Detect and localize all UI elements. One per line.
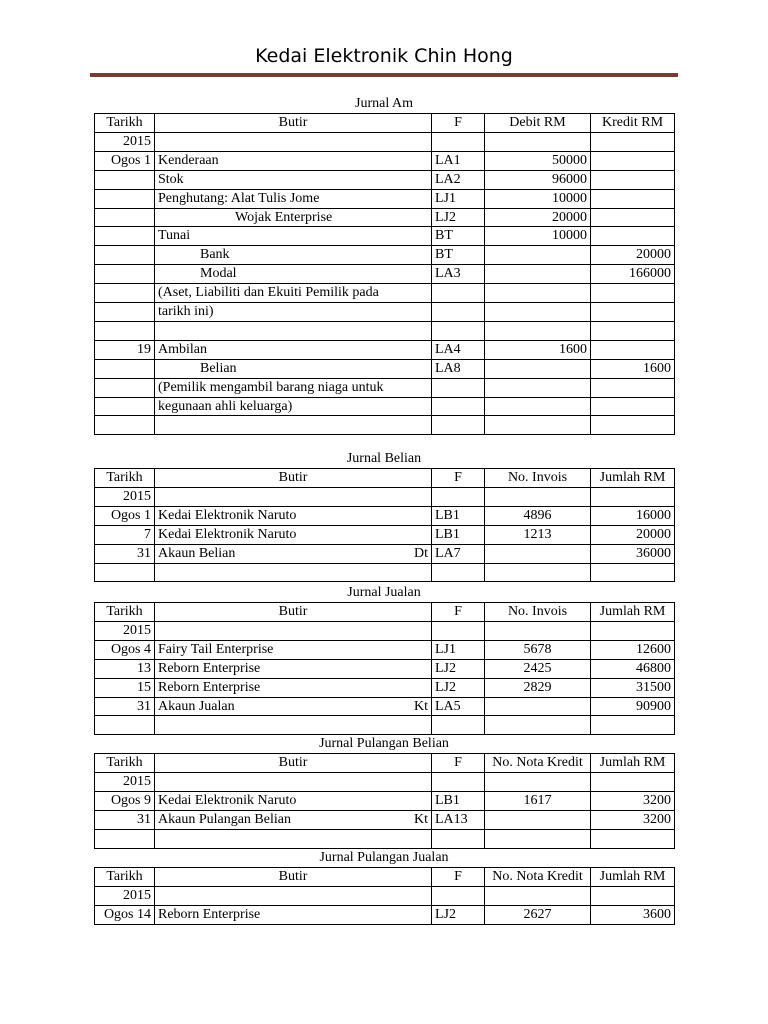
- jurnal-pulangan-belian-section: [94, 735, 674, 849]
- invoice-cell: 1213: [485, 525, 591, 544]
- credit-cell: [591, 208, 675, 227]
- table-header-row: [95, 469, 675, 488]
- debit-cell: 96000: [485, 170, 591, 189]
- desc-cell: Bank: [155, 246, 432, 265]
- table-header-row: [95, 114, 675, 133]
- date-cell: [95, 265, 155, 284]
- header-folio: F: [432, 868, 485, 887]
- folio-cell: [432, 397, 485, 416]
- folio-cell: LA1: [432, 151, 485, 170]
- header-butir: Butir: [155, 469, 432, 488]
- credit-cell: [591, 340, 675, 359]
- folio-cell: LB1: [432, 506, 485, 525]
- table-row: [95, 829, 675, 848]
- table-row: [95, 208, 675, 227]
- desc-cell: Ambilan: [155, 340, 432, 359]
- table-row: [95, 321, 675, 340]
- date-cell: 31: [95, 697, 155, 716]
- total-label: Akaun Jualan: [158, 698, 235, 714]
- desc-cell: [155, 810, 432, 829]
- debit-cell: 20000: [485, 208, 591, 227]
- folio-cell: BT: [432, 246, 485, 265]
- header-no-nota-kredit: No. Nota Kredit: [485, 868, 591, 887]
- amount-cell: 12600: [591, 640, 675, 659]
- debit-cell: 10000: [485, 227, 591, 246]
- desc-cell: Wojak Enterprise: [155, 208, 432, 227]
- credit-cell: [591, 227, 675, 246]
- credit-cell: [591, 416, 675, 435]
- date-cell: [95, 284, 155, 303]
- desc-cell: Fairy Tail Enterprise: [155, 640, 432, 659]
- credit-cell: 20000: [591, 246, 675, 265]
- table-header-row: [95, 754, 675, 773]
- date-cell: 13: [95, 659, 155, 678]
- table-row: [95, 506, 675, 525]
- total-amount-cell: 90900: [591, 697, 675, 716]
- credit-cell: 1600: [591, 359, 675, 378]
- header-folio: F: [432, 114, 485, 133]
- desc-cell: [155, 416, 432, 435]
- desc-cell: Kedai Elektronik Naruto: [155, 791, 432, 810]
- header-no-nota-kredit: No. Nota Kredit: [485, 754, 591, 773]
- invoice-cell: 2425: [485, 659, 591, 678]
- debit-cell: [485, 416, 591, 435]
- header-jumlah: Jumlah RM: [591, 603, 675, 622]
- header-no-invois: No. Invois: [485, 603, 591, 622]
- jurnal-belian-section: [94, 450, 674, 582]
- date-cell: [95, 189, 155, 208]
- page-title: Kedai Elektronik Chin Hong: [255, 45, 513, 67]
- header-tarikh: Tarikh: [95, 868, 155, 887]
- year-cell: 2015: [95, 772, 155, 791]
- date-cell: [95, 246, 155, 265]
- debit-cell: [485, 265, 591, 284]
- total-label: Akaun Belian: [158, 545, 236, 561]
- header-jumlah: Jumlah RM: [591, 754, 675, 773]
- table-row: [95, 791, 675, 810]
- amount-cell: 3600: [591, 905, 675, 924]
- desc-cell: Kenderaan: [155, 151, 432, 170]
- total-row: [95, 810, 675, 829]
- header-folio: F: [432, 603, 485, 622]
- table-row: [95, 227, 675, 246]
- side-marker: Kt: [414, 811, 428, 827]
- header-folio: F: [432, 469, 485, 488]
- debit-cell: 10000: [485, 189, 591, 208]
- table-row: [95, 716, 675, 735]
- side-marker: Kt: [414, 698, 428, 714]
- desc-cell: Kedai Elektronik Naruto: [155, 506, 432, 525]
- credit-cell: [591, 378, 675, 397]
- year-cell: 2015: [95, 621, 155, 640]
- table-row: [95, 378, 675, 397]
- invoice-cell: 4896: [485, 506, 591, 525]
- folio-cell: LJ2: [432, 905, 485, 924]
- table-row: [95, 525, 675, 544]
- header-butir: Butir: [155, 114, 432, 133]
- table-row: [95, 359, 675, 378]
- folio-cell: [432, 303, 485, 322]
- credit-cell: [591, 303, 675, 322]
- folio-cell: [432, 321, 485, 340]
- table-row: [95, 170, 675, 189]
- folio-cell: LA8: [432, 359, 485, 378]
- invoice-cell: 2829: [485, 678, 591, 697]
- folio-cell: LA2: [432, 170, 485, 189]
- year-cell: 2015: [95, 487, 155, 506]
- table-row: [95, 659, 675, 678]
- desc-cell: Reborn Enterprise: [155, 678, 432, 697]
- table-row: [95, 905, 675, 924]
- desc-cell: [155, 544, 432, 563]
- credit-note-cell: 1617: [485, 791, 591, 810]
- jurnal-jualan-title: Jurnal Jualan: [347, 585, 421, 600]
- table-row: [95, 340, 675, 359]
- date-cell: [95, 359, 155, 378]
- desc-cell: Kedai Elektronik Naruto: [155, 525, 432, 544]
- header-tarikh: Tarikh: [95, 114, 155, 133]
- folio-cell: LJ1: [432, 640, 485, 659]
- jurnal-pulangan-belian-table: [94, 753, 675, 849]
- year-cell: 2015: [95, 132, 155, 151]
- jurnal-jualan-table: [94, 602, 675, 735]
- header-kredit: Kredit RM: [591, 114, 675, 133]
- desc-cell: tarikh ini): [155, 303, 432, 322]
- invoice-cell: 5678: [485, 640, 591, 659]
- header-tarikh: Tarikh: [95, 469, 155, 488]
- date-cell: Ogos 9: [95, 791, 155, 810]
- side-marker: Dt: [414, 545, 428, 561]
- folio-cell: [432, 284, 485, 303]
- date-cell: 15: [95, 678, 155, 697]
- folio-cell: [432, 416, 485, 435]
- table-row: [95, 563, 675, 582]
- credit-cell: [591, 151, 675, 170]
- table-row: [95, 151, 675, 170]
- credit-note-cell: 2627: [485, 905, 591, 924]
- table-row: [95, 303, 675, 322]
- folio-cell: LJ2: [432, 678, 485, 697]
- total-amount-cell: 36000: [591, 544, 675, 563]
- credit-cell: 166000: [591, 265, 675, 284]
- header-jumlah: Jumlah RM: [591, 469, 675, 488]
- table-row: [95, 416, 675, 435]
- date-cell: [95, 170, 155, 189]
- folio-cell: LA4: [432, 340, 485, 359]
- amount-cell: 16000: [591, 506, 675, 525]
- desc-cell: [155, 321, 432, 340]
- year-row: [95, 487, 675, 506]
- desc-cell: (Aset, Liabiliti dan Ekuiti Pemilik pada: [155, 284, 432, 303]
- jurnal-pulangan-jualan-table: [94, 867, 675, 925]
- year-row: [95, 772, 675, 791]
- debit-cell: [485, 246, 591, 265]
- year-row: [95, 621, 675, 640]
- total-row: [95, 544, 675, 563]
- jurnal-am-section: [94, 95, 674, 435]
- jurnal-pulangan-belian-title: Jurnal Pulangan Belian: [319, 736, 449, 751]
- table-row: [95, 397, 675, 416]
- jurnal-am-table: [94, 113, 675, 435]
- desc-cell: Penghutang: Alat Tulis Jome: [155, 189, 432, 208]
- amount-cell: 3200: [591, 791, 675, 810]
- total-amount-cell: 3200: [591, 810, 675, 829]
- folio-cell: LA5: [432, 697, 485, 716]
- debit-cell: 1600: [485, 340, 591, 359]
- date-cell: [95, 208, 155, 227]
- table-row: [95, 640, 675, 659]
- folio-cell: LJ1: [432, 189, 485, 208]
- debit-cell: [485, 378, 591, 397]
- credit-cell: [591, 397, 675, 416]
- header-tarikh: Tarikh: [95, 754, 155, 773]
- debit-cell: [485, 321, 591, 340]
- date-cell: [95, 303, 155, 322]
- date-cell: 19: [95, 340, 155, 359]
- desc-cell: Stok: [155, 170, 432, 189]
- jurnal-belian-table: [94, 468, 675, 582]
- year-row: [95, 132, 675, 151]
- date-cell: [95, 378, 155, 397]
- table-row: [95, 246, 675, 265]
- amount-cell: 46800: [591, 659, 675, 678]
- date-cell: [95, 321, 155, 340]
- desc-cell: Modal: [155, 265, 432, 284]
- header-folio: F: [432, 754, 485, 773]
- jurnal-belian-title: Jurnal Belian: [346, 451, 422, 466]
- date-cell: Ogos 1: [95, 151, 155, 170]
- desc-cell: Reborn Enterprise: [155, 905, 432, 924]
- table-header-row: [95, 868, 675, 887]
- date-cell: Ogos 14: [95, 905, 155, 924]
- header-jumlah: Jumlah RM: [591, 868, 675, 887]
- folio-cell: LJ2: [432, 208, 485, 227]
- folio-cell: LB1: [432, 525, 485, 544]
- header-butir: Butir: [155, 754, 432, 773]
- desc-cell: Reborn Enterprise: [155, 659, 432, 678]
- header-tarikh: Tarikh: [95, 603, 155, 622]
- jurnal-pulangan-jualan-title: Jurnal Pulangan Jualan: [319, 850, 449, 865]
- header-debit: Debit RM: [485, 114, 591, 133]
- credit-cell: [591, 321, 675, 340]
- table-row: [95, 284, 675, 303]
- folio-cell: LA13: [432, 810, 485, 829]
- date-cell: [95, 416, 155, 435]
- debit-cell: [485, 284, 591, 303]
- jurnal-jualan-section: [94, 584, 674, 735]
- date-cell: [95, 227, 155, 246]
- folio-cell: LB1: [432, 791, 485, 810]
- credit-cell: [591, 284, 675, 303]
- folio-cell: BT: [432, 227, 485, 246]
- year-cell: 2015: [95, 886, 155, 905]
- title-divider: [90, 73, 678, 77]
- header-no-invois: No. Invois: [485, 469, 591, 488]
- desc-cell: (Pemilik mengambil barang niaga untuk: [155, 378, 432, 397]
- date-cell: [95, 397, 155, 416]
- table-header-row: [95, 603, 675, 622]
- folio-cell: LJ2: [432, 659, 485, 678]
- date-cell: 31: [95, 544, 155, 563]
- desc-cell: Belian: [155, 359, 432, 378]
- jurnal-pulangan-jualan-section: [94, 849, 674, 925]
- desc-cell: Tunai: [155, 227, 432, 246]
- folio-cell: [432, 378, 485, 397]
- date-cell: Ogos 1: [95, 506, 155, 525]
- debit-cell: [485, 397, 591, 416]
- year-row: [95, 886, 675, 905]
- date-cell: 7: [95, 525, 155, 544]
- debit-cell: [485, 303, 591, 322]
- total-label: Akaun Pulangan Belian: [158, 811, 291, 827]
- credit-cell: [591, 189, 675, 208]
- header-butir: Butir: [155, 868, 432, 887]
- folio-cell: LA7: [432, 544, 485, 563]
- debit-cell: 50000: [485, 151, 591, 170]
- date-cell: 31: [95, 810, 155, 829]
- table-row: [95, 678, 675, 697]
- table-row: [95, 265, 675, 284]
- folio-cell: LA3: [432, 265, 485, 284]
- desc-cell: kegunaan ahli keluarga): [155, 397, 432, 416]
- table-row: [95, 189, 675, 208]
- desc-cell: [155, 697, 432, 716]
- header-butir: Butir: [155, 603, 432, 622]
- date-cell: Ogos 4: [95, 640, 155, 659]
- total-row: [95, 697, 675, 716]
- jurnal-am-title: Jurnal Am: [355, 96, 413, 111]
- amount-cell: 20000: [591, 525, 675, 544]
- debit-cell: [485, 359, 591, 378]
- amount-cell: 31500: [591, 678, 675, 697]
- credit-cell: [591, 170, 675, 189]
